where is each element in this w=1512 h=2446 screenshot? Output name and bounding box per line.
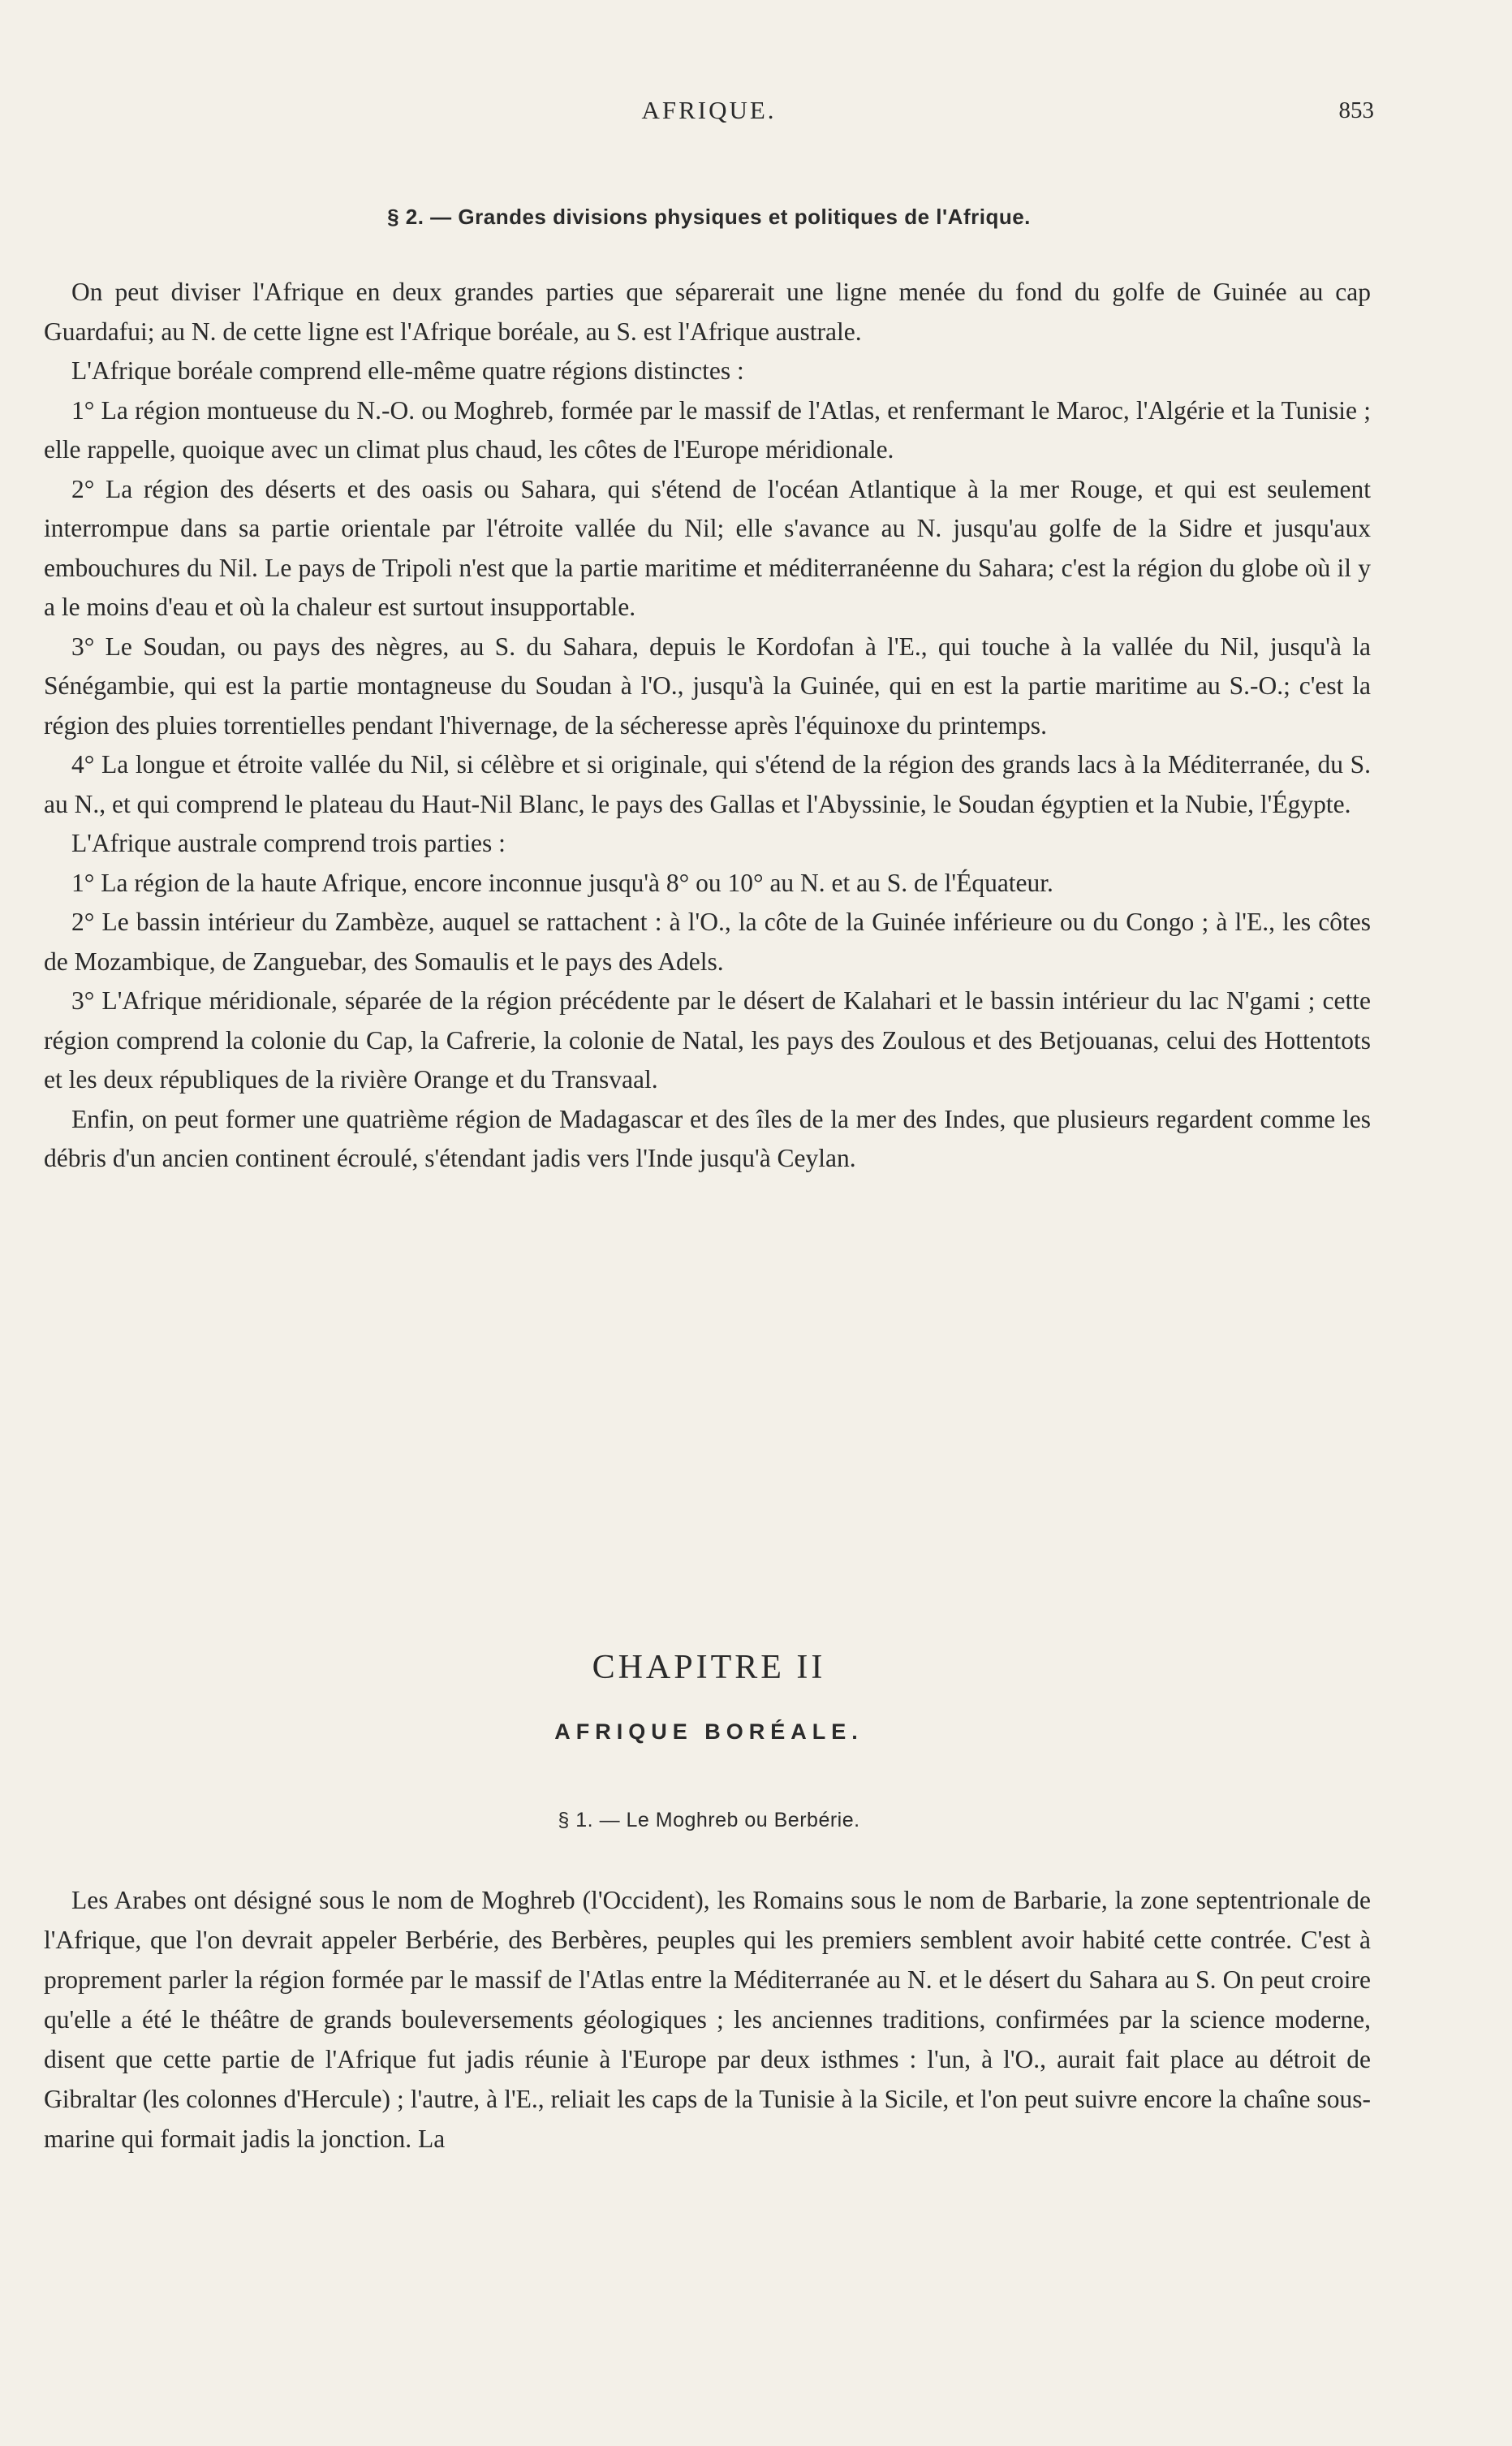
paragraph: 3° L'Afrique méridionale, séparée de la région précédente par le désert de Kalahari et le bassin intérieur du lac N'gami ; cette région comprend la colonie du Cap, la Cafrerie, la colonie de Natal, les pays des Zoulous et des Betjouanas, celui des Hottentots et les deux républiques de la rivière Orange et du Transvaal.	[44, 986, 1371, 1094]
section-1-body	[44, 1880, 1371, 2159]
paragraph: On peut diviser l'Afrique en deux grandes parties que séparerait une ligne menée du fond du golfe de Guinée au cap Guardafui; au N. de cette ligne est l'Afrique boréale, au S. est l'Afrique australe.	[44, 278, 1371, 346]
paragraph: Enfin, on peut former une quatrième région de Madagascar et des îles de la mer des Indes, que plusieurs regardent comme les débris d'un ancien continent écroulé, s'étendant jadis vers l'Inde jusqu'à Ceylan.	[44, 1104, 1371, 1172]
paragraph: 2° La région des déserts et des oasis ou Sahara, qui s'étend de l'océan Atlantique à la mer Rouge, et qui est seulement interrompue dans sa partie orientale par l'étroite vallée du Nil; elle s'avance au N. jusqu'au golfe de la Sidre et jusqu'aux embouchures du Nil. Le pays de Tripoli n'est que la partie maritime et méditerranéenne du Sahara; c'est la région du globe où il y a le moins d'eau et où la chaleur est surtout insupportable.	[44, 474, 1371, 621]
paragraph: 1° La région montueuse du N.-O. ou Moghreb, formée par le massif de l'Atlas, et renfermant le Maroc, l'Algérie et la Tunisie ; elle rappelle, quoique avec un climat plus chaud, les côtes de l'Europe méridionale.	[44, 395, 1371, 464]
running-head	[44, 96, 1374, 128]
paragraph: L'Afrique australe comprend trois parties :	[71, 829, 506, 857]
section-1-heading: § 1. — Le Moghreb ou Berbérie.	[558, 1809, 860, 1831]
chapter-title: CHAPITRE II	[592, 1649, 826, 1686]
chapter-subtitle: AFRIQUE BORÉALE.	[554, 1719, 864, 1744]
paragraph: L'Afrique boréale comprend elle-même quatre régions distinctes :	[71, 356, 744, 385]
paragraph: Les Arabes ont désigné sous le nom de Moghreb (l'Occident), les Romains sous le nom de Barbarie, la zone septentrionale de l'Afrique, que l'on devrait appeler Berbérie, des Berbères, peuples qui les premiers semblent avoir habité cette contrée. C'est à proprement parler la région formée par le massif de l'Atlas entre la Méditerranée au N. et le désert du Sahara au S. On peut croire qu'elle a été le théâtre de grands bouleversements géologiques ; les anciennes traditions, confirmées par la science moderne, disent que cette partie de l'Afrique fut jadis réunie à l'Europe par deux isthmes : l'un, à l'O., aurait fait place au détroit de Gibraltar (les colonnes d'Hercule) ; l'autre, à l'E., reliait les caps de la Tunisie à la Sicile, et l'on peut suivre encore la chaîne sous-marine qui formait jadis la jonction. La	[44, 1886, 1371, 2153]
section-2-heading: § 2. — Grandes divisions physiques et politiques de l'Afrique.	[387, 205, 1031, 229]
page-number: 853	[1338, 97, 1374, 123]
paragraph: 1° La région de la haute Afrique, encore inconnue jusqu'à 8° ou 10° au N. et au S. de l'Équateur.	[71, 868, 1053, 897]
running-head-title: AFRIQUE.	[641, 96, 777, 124]
section-2-body	[44, 273, 1371, 1179]
paragraph: 3° Le Soudan, ou pays des nègres, au S. du Sahara, depuis le Kordofan à l'E., qui touche à la vallée du Nil, jusqu'à la Sénégambie, qui est la partie montagneuse du Soudan à l'O., jusqu'à la Guinée, qui en est la partie maritime au S.-O.; c'est la région des pluies torrentielles pendant l'hivernage, de la sécheresse après l'équinoxe du printemps.	[44, 632, 1371, 740]
paragraph: 2° Le bassin intérieur du Zambèze, auquel se rattachent : à l'O., la côte de la Guinée inférieure ou du Congo ; à l'E., les côtes de Mozambique, de Zanguebar, des Somaulis et le pays des Adels.	[44, 908, 1371, 976]
paragraph: 4° La longue et étroite vallée du Nil, si célèbre et si originale, qui s'étend de la région des grands lacs à la Méditerranée, du S. au N., et qui comprend le plateau du Haut-Nil Blanc, le pays des Gallas et l'Abyssinie, le Soudan égyptien et la Nubie, l'Égypte.	[44, 750, 1371, 818]
